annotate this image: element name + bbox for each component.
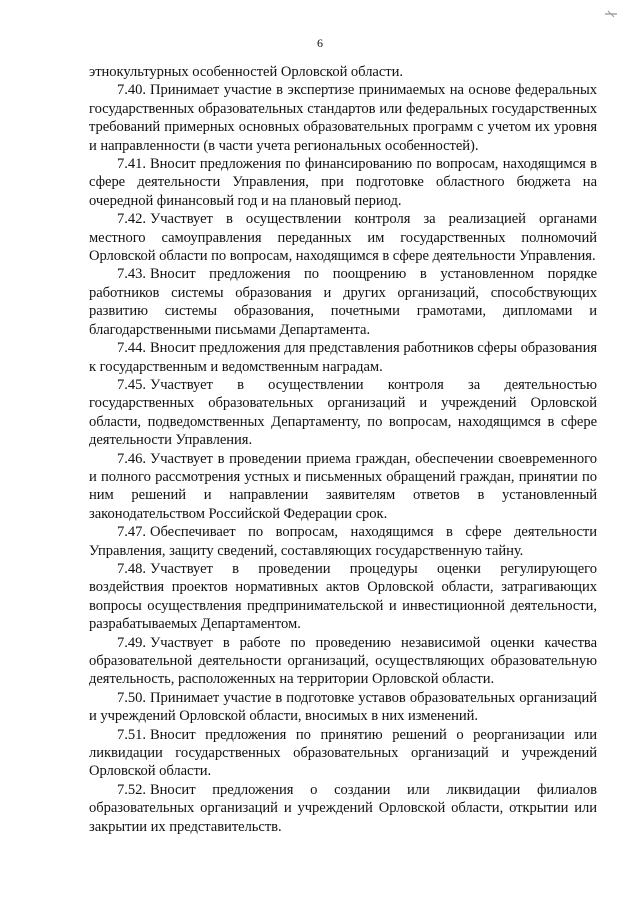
page-number: 6 [317, 36, 323, 50]
paragraph-7-40 [89, 81, 597, 155]
paragraph-7-48 [89, 560, 597, 634]
paragraph-text: Участвует в проведении процедуры оценки регулирующего воздействия проектов нормативных актов Орловской области, затрагивающих вопросы осуществления предпринимательской и инвестиционной деятельности, разрабатываемых Департаментом. [89, 560, 597, 633]
paragraph-number: 7.43. [117, 266, 146, 283]
paragraph-text: Вносит предложения по поощрению в установленном порядке работников системы образования и других организаций, способствующих развитию системы образования, почетными грамотами, дипломами и благодарственными письмами Департамента. [89, 266, 597, 338]
paragraph-text: Обеспечивает по вопросам, находящимся в сфере деятельности Управления, защиту сведений, составляющих государственную тайну. [89, 524, 597, 559]
paragraph-7-42 [89, 210, 597, 265]
paragraph-number: 7.47. [117, 524, 146, 541]
paragraph-text: Принимает участие в экспертизе принимаемых на основе федеральных государственных образовательных стандартов или федеральных государственных требований примерных основных образовательных программ с учетом их уровня и направленности (в части учета региональных особенностей). [89, 82, 597, 154]
paragraph-number: 7.50. [117, 689, 146, 706]
paragraph-text: этнокультурных особенностей Орловской области. [89, 64, 403, 80]
paragraph-number: 7.45. [117, 376, 146, 393]
paragraph-number: 7.46. [117, 450, 146, 467]
scan-mark-icon [604, 10, 618, 18]
paragraph-7-52 [89, 781, 597, 836]
paragraph-text: Участвует в работе по проведению независимой оценки качества образовательной деятельности организаций, осуществляющих образовательную деятельность, расположенных на территории Орловской области. [89, 634, 597, 688]
paragraph-text: Вносит предложения по финансированию по вопросам, находящимся в сфере деятельности Управления, при подготовке областного бюджета на очередной финансовый год и на плановый период. [89, 156, 597, 209]
paragraph-number: 7.44. [117, 340, 146, 357]
paragraph-7-49 [89, 634, 597, 689]
paragraph-number: 7.52. [117, 781, 146, 798]
paragraph-text: Вносит предложения для представления работников сферы образования к государственным и ведомственным наградам. [89, 340, 597, 375]
paragraph-number: 7.40. [117, 82, 146, 99]
paragraph-number: 7.49. [117, 634, 146, 651]
paragraph-7-51 [89, 726, 597, 781]
paragraph-number: 7.41. [117, 156, 146, 173]
paragraph-7-47 [89, 523, 597, 560]
paragraph-text: Принимает участие в подготовке уставов образовательных организаций и учреждений Орловской области, вносимых в них изменений. [89, 689, 597, 725]
paragraph-text: Участвует в проведении приема граждан, обеспечении своевременного и полного рассмотрения устных и письменных обращений граждан, принятии по ним решений и направлении заявителям ответов в установленный законодательством Российской Федерации срок. [89, 450, 597, 522]
paragraph-text: Вносит предложения о создании или ликвидации филиалов образовательных организаций и учреждений Орловской области, открытии или закрытии их представительств. [89, 781, 597, 835]
paragraph-7-50 [89, 689, 597, 726]
paragraph-text: Участвует в осуществлении контроля за деятельностью государственных образовательных организаций и учреждений Орловской области, подведомственных Департаменту, по вопросам, находящимся в сфере деятельности Управления. [89, 376, 597, 449]
paragraph-7-44 [89, 339, 597, 376]
paragraph-text: Вносит предложения по принятию решений о реорганизации или ликвидации государственных образовательных организаций и учреждений Орловской области. [89, 726, 597, 780]
paragraph-number: 7.51. [117, 726, 146, 743]
paragraph-7-41 [89, 155, 597, 210]
paragraph-number: 7.42. [117, 211, 146, 228]
paragraph-7-46 [89, 450, 597, 524]
scan-corner-mark [604, 10, 618, 18]
document-body [89, 63, 597, 836]
paragraph-7-45 [89, 376, 597, 450]
paragraph-number: 7.48. [117, 560, 146, 577]
paragraph-continuation [89, 63, 597, 81]
paragraph-text: Участвует в осуществлении контроля за реализацией органами местного самоуправления переданных им государственных полномочий Орловской области по вопросам, находящимся в сфере деятельности Управления. [89, 211, 597, 265]
paragraph-7-43 [89, 265, 597, 339]
